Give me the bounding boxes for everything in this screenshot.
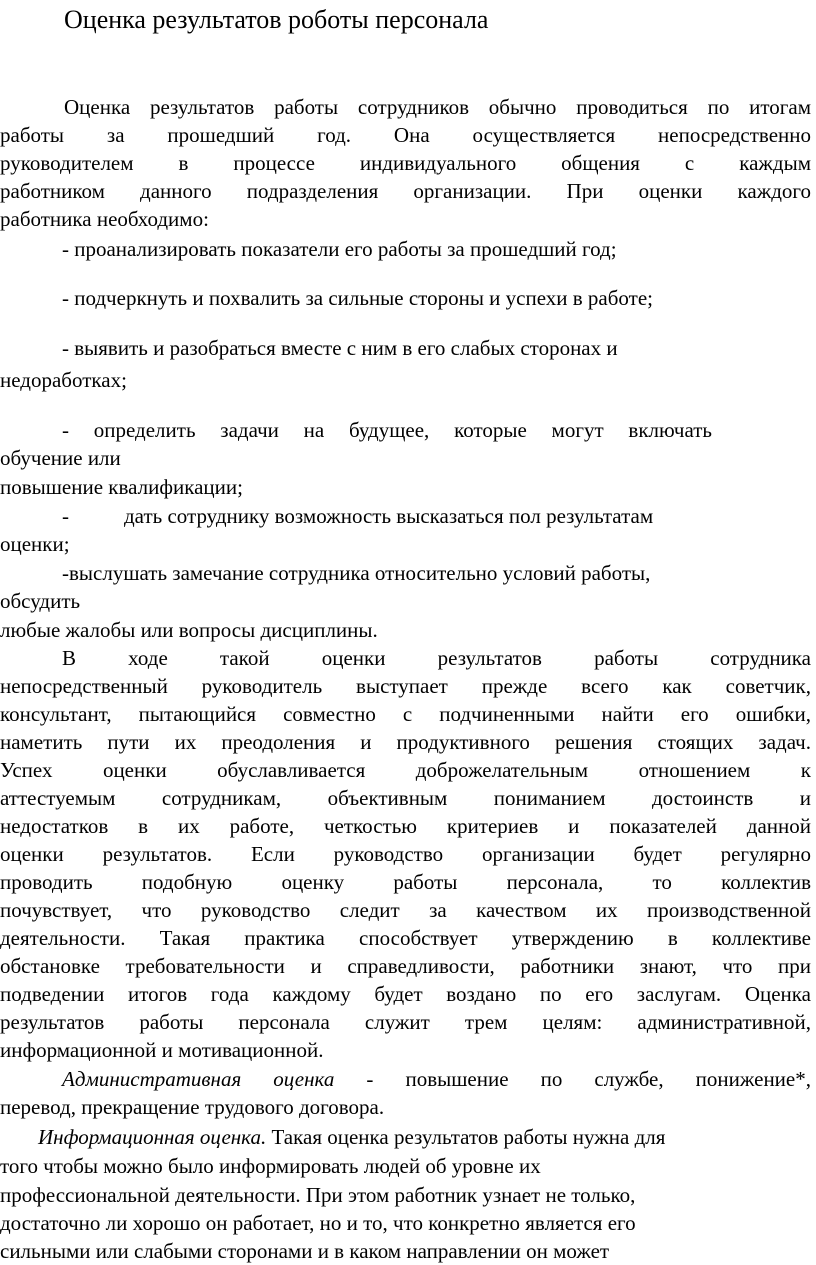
paragraph-line: Успех оценки обуславливается доброжелательным отношением к — [0, 758, 811, 782]
paragraph-line: того чтобы можно было информировать людей об уровне их — [0, 1154, 541, 1178]
paragraph-line — [38, 1124, 798, 1151]
paragraph-line: работника необходимо: — [0, 207, 209, 231]
paragraph-line: работы за прошедший год. Она осуществляется непосредственно — [0, 123, 811, 147]
paragraph-line: подведении итогов года каждому будет воздано по его заслугам. Оценка — [0, 982, 811, 1006]
list-item: дать сотруднику возможность высказаться пол результатам — [124, 504, 654, 528]
paragraph-line: непосредственный руководитель выступает прежде всего как советчик, — [0, 674, 811, 698]
paragraph-line: наметить пути их преодоления и продуктивного решения стоящих задач. — [0, 730, 811, 754]
paragraph-line: руководителем в процессе индивидуального общения с каждым — [0, 151, 811, 175]
list-item-continuation: повышение квалификации; — [0, 475, 243, 499]
term-administrative: Административная оценка — [62, 1067, 335, 1091]
paragraph-line: почувствует, что руководство следит за качеством их производственной — [0, 898, 811, 922]
paragraph-line: аттестуемым сотрудникам, объективным пониманием достоинств и — [0, 786, 811, 810]
term-definition: - повышение по службе, понижение*, — [334, 1067, 811, 1091]
list-item: - подчеркнуть и похвалить за сильные стороны и успехи в работе; — [62, 286, 653, 310]
paragraph-line: работником данного подразделения организации. При оценки каждого — [0, 179, 811, 203]
page-title: Оценка результатов роботы персонала — [64, 5, 489, 34]
paragraph-line: В ходе такой оценки результатов работы сотрудника — [62, 646, 811, 670]
list-item: -выслушать замечание сотрудника относительно условий работы, — [62, 561, 651, 585]
paragraph-line: деятельности. Такая практика способствует утверждению в коллективе — [0, 926, 811, 950]
list-item-continuation: оценки; — [0, 532, 70, 556]
term-definition: Такая оценка результатов работы нужна для — [266, 1125, 666, 1149]
paragraph-line: оценки результатов. Если руководство организации будет регулярно — [0, 842, 811, 866]
paragraph-line: консультант, пытающийся совместно с подчиненными найти его ошибки, — [0, 702, 811, 726]
paragraph-line — [62, 1066, 811, 1093]
paragraph-line: Оценка результатов работы сотрудников обычно проводиться по итогам — [64, 95, 811, 119]
list-bullet-dash: - — [62, 504, 69, 528]
list-item: - определить задачи на будущее, которые могут включать — [62, 418, 712, 442]
list-item-continuation: обсудить — [0, 589, 81, 613]
list-item: - проанализировать показатели его работы за прошедший год; — [62, 237, 617, 261]
paragraph-line: обстановке требовательности и справедливости, работники знают, что при — [0, 954, 811, 978]
paragraph-line: недостатков в их работе, четкостью критериев и показателей данной — [0, 814, 811, 838]
list-item-continuation: обучение или — [0, 446, 121, 470]
paragraph-line: результатов работы персонала служит трем целям: административной, — [0, 1010, 811, 1034]
list-item-continuation: недоработках; — [0, 368, 127, 392]
list-item-continuation: любые жалобы или вопросы дисциплины. — [0, 618, 378, 642]
paragraph-line: информационной и мотивационной. — [0, 1038, 324, 1062]
paragraph-line: профессиональной деятельности. При этом работник узнает не только, — [0, 1183, 636, 1207]
paragraph-line: достаточно ли хорошо он работает, но и то, что конкретно является его — [0, 1211, 636, 1235]
term-informational: Информационная оценка. — [38, 1125, 267, 1149]
list-item: - выявить и разобраться вместе с ним в его слабых сторонах и — [62, 336, 618, 360]
paragraph-line: перевод, прекращение трудового договора. — [0, 1095, 385, 1119]
paragraph-line: проводить подобную оценку работы персонала, то коллектив — [0, 870, 811, 894]
paragraph-line: сильными или слабыми сторонами и в каком направлении он может — [0, 1239, 610, 1263]
